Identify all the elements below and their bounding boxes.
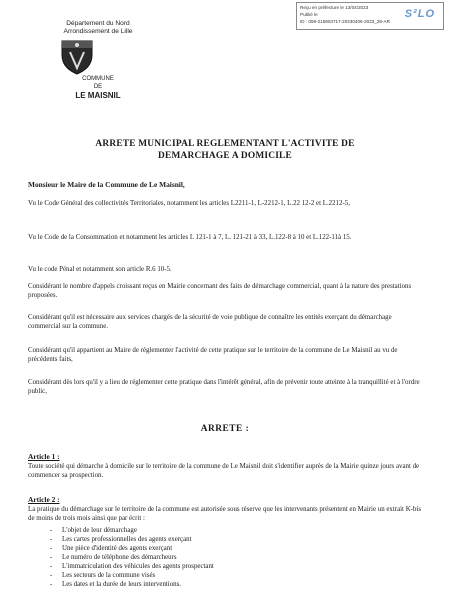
departement-label: Département du Nord bbox=[66, 20, 130, 27]
considerant-paragraph-3: Considérant qu'il appartient au Maire de réglementer l'activité de cette pratique sur le territoire de la commune de Le Maisnil au vu de précédents faits, bbox=[28, 347, 398, 364]
vu-paragraph-1: Vu le Code Général des collectivités Territoriales, notamment les articles L2211-1, L-2212-1, L.22 12-2 et L.2212-5, bbox=[28, 200, 350, 207]
stamp-received-line: Reçu en préfecture le 13/04/2023 bbox=[300, 5, 369, 10]
commune-name: LE MAISNIL bbox=[75, 91, 121, 100]
vu-paragraph-2: Vu le Code de la Consommation et notamment les articles L 121-1 à 7, L. 121-21 à 33, L.122-8 à 10 et L.122-11à 15. bbox=[28, 234, 352, 241]
s2lo-logo: S²LO bbox=[404, 8, 435, 20]
list-item: - Une pièce d'identité des agents exerçant bbox=[62, 544, 402, 553]
prefecture-stamp bbox=[296, 2, 444, 30]
stamp-id-line: ID : 059-215903717-20230406-2023_28-AR bbox=[300, 19, 390, 24]
article-1-text: Toute société qui démarche à domicile sur le territoire de la commune de Le Maisnil doit s'identifier auprès de la Mairie quinze jours avant de commencer sa prospection. bbox=[28, 463, 420, 480]
commune-label: COMMUNE bbox=[82, 76, 114, 82]
list-item: - L'objet de leur démarchage bbox=[62, 526, 402, 535]
considerant-paragraph-4: Considérant dès lors qu'il y a lieu de réglementer cette pratique dans l'intérêt général, afin de prévenir toute atteinte à la tranquillité et à l'ordre public, bbox=[28, 379, 420, 396]
administrative-header bbox=[38, 20, 158, 36]
list-item: - Les secteurs de la commune visés bbox=[62, 571, 402, 580]
article-2-text: La pratique du démarchage sur le territoire de la commune est autorisée sous réserve que les intervenants présentent en Mairie un extrait K-bis de moins de trois mois ainsi que par écrit : bbox=[28, 506, 422, 523]
list-item: - Les dates et la durée de leurs interventions. bbox=[62, 580, 402, 589]
list-item: - Les cartes professionnelles des agents exerçant bbox=[62, 535, 402, 544]
title-line-1: ARRETE MUNICIPAL REGLEMENTANT L'ACTIVITE DE bbox=[95, 139, 355, 149]
article-1-heading: Article 1 : bbox=[28, 452, 60, 461]
coat-of-arms-icon bbox=[58, 38, 96, 76]
list-item: - Le numéro de téléphone des démarcheurs bbox=[62, 553, 402, 562]
considerant-paragraph-2: Considérant qu'il est nécessaire aux services chargés de la sécurité de voie publique de connaître les entités exerçant du démarchage commercial sur la commune. bbox=[28, 314, 392, 331]
title-line-2: DEMARCHAGE A DOMICILE bbox=[158, 151, 292, 161]
requirements-list bbox=[62, 526, 402, 589]
arrete-heading: ARRETE : bbox=[200, 424, 250, 434]
considerant-paragraph-1: Considérant le nombre d'appels croissant reçus en Mairie concernant des faits de démarchage commercial, quant à la nature des prestations proposées. bbox=[28, 283, 412, 300]
vu-paragraph-3: Vu le code Pénal et notamment son article R.6 10-5. bbox=[28, 266, 172, 273]
intro-line: Monsieur le Maire de la Commune de Le Maisnil, bbox=[28, 180, 185, 189]
list-item: - L'immatriculation des véhicules des agents prospectant bbox=[62, 562, 402, 571]
article-2-heading: Article 2 : bbox=[28, 495, 60, 504]
arrondissement-label: Arrondissement de Lille bbox=[63, 28, 133, 35]
commune-block bbox=[38, 76, 158, 101]
document-title bbox=[28, 138, 422, 162]
commune-de-label: DE bbox=[93, 83, 103, 90]
stamp-published-line: Publié le bbox=[300, 12, 318, 17]
